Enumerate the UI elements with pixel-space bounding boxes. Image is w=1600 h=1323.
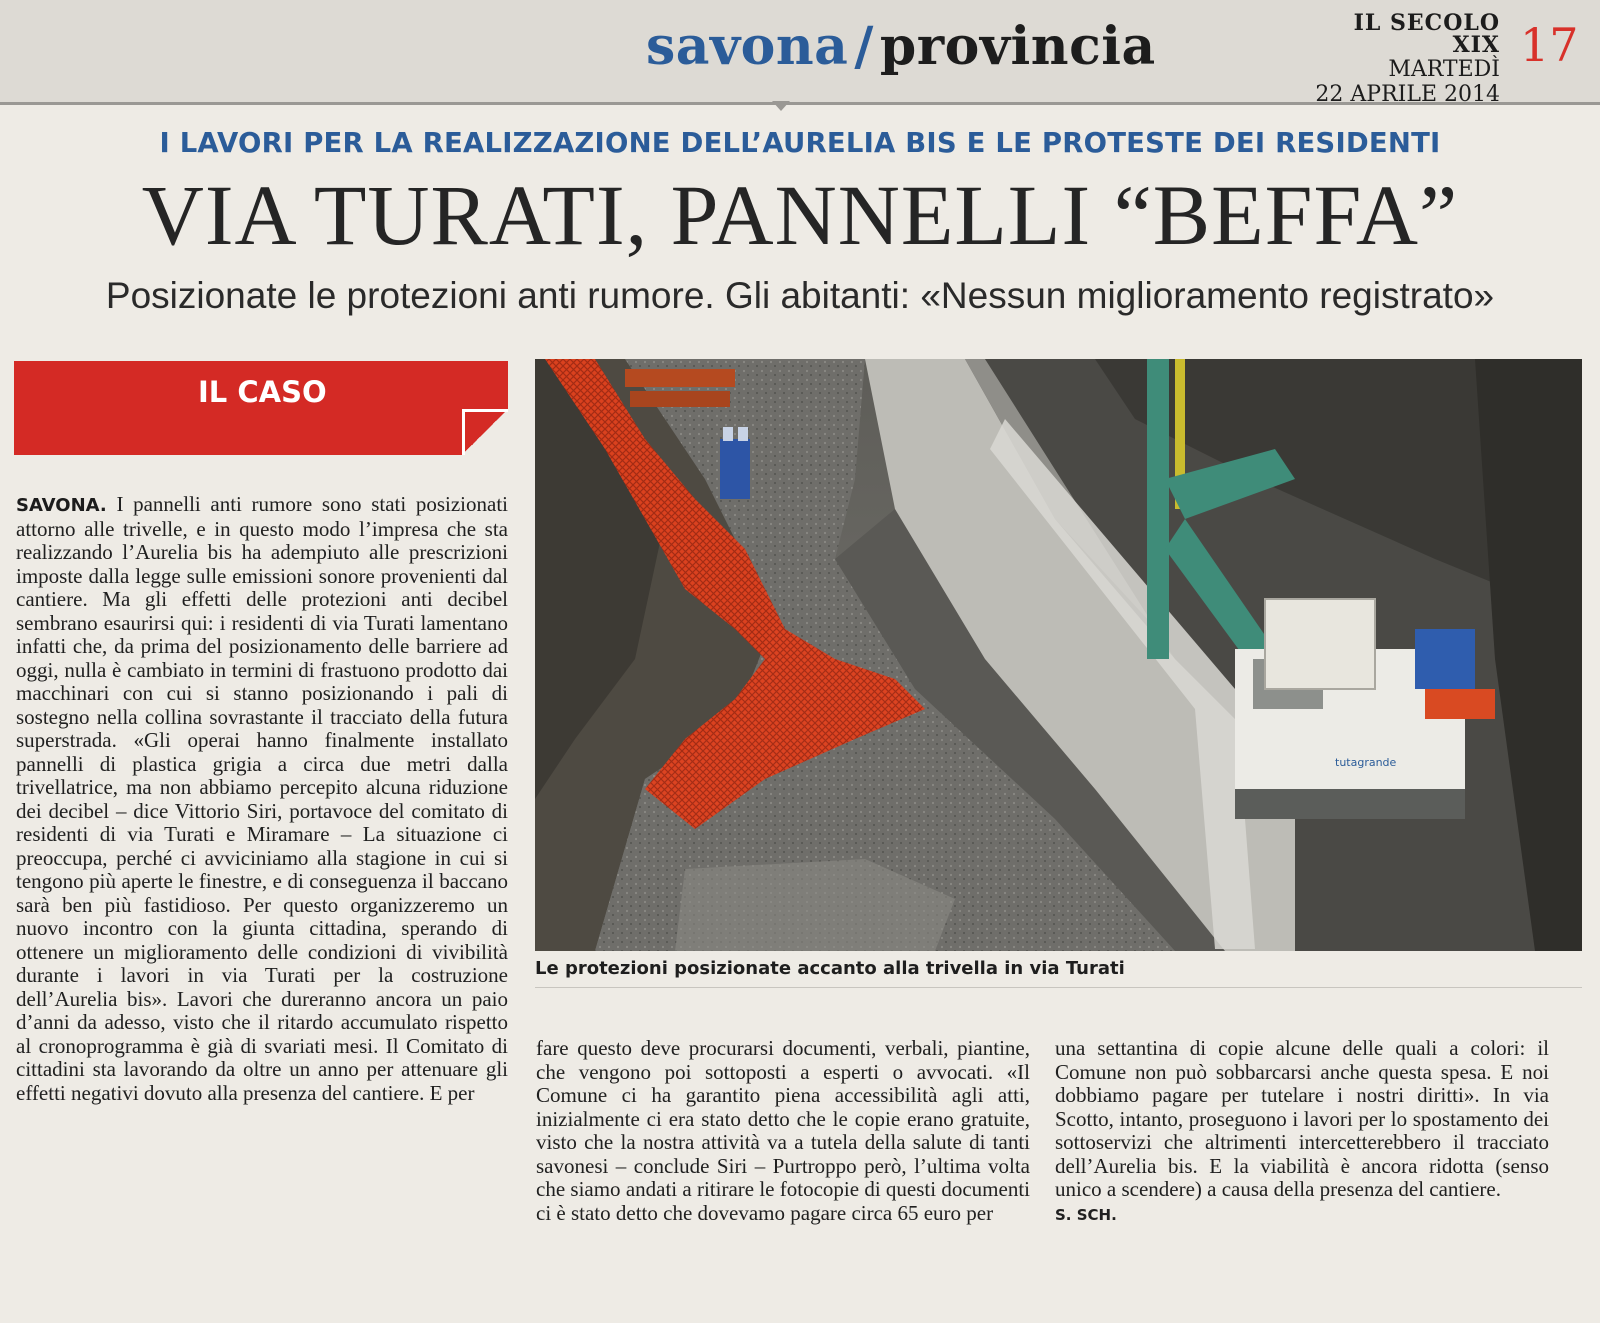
article-subheadline: Posizionate le protezioni anti rumore. Gli abitanti: «Nessun miglioramento registrato»	[105, 275, 1495, 316]
article-column-1	[16, 493, 508, 1105]
masthead	[0, 0, 1600, 105]
page-number: 17	[1520, 18, 1579, 72]
article-photo	[535, 359, 1582, 951]
issue-date: 22 APRILE 2014	[1315, 82, 1500, 107]
newspaper-info	[1310, 12, 1500, 106]
article-kicker: I LAVORI PER LA REALIZZAZIONE DELL’AURELIA BIS E LE PROTESTE DEI RESIDENTI	[159, 127, 1441, 159]
author-signature: S. SCH.	[1055, 1205, 1117, 1224]
photo-caption: Le protezioni posizionate accanto alla trivella in via Turati	[535, 958, 1125, 979]
newspaper-name: IL SECOLO XIX	[1353, 10, 1500, 58]
folded-corner-line	[462, 409, 508, 455]
body-text-col1: I pannelli anti rumore sono stati posizionati attorno alle trivelle, e in questo modo l’impresa che sta realizzando l’Aurelia bis ha adempiuto alle prescrizioni imposte dalla legge sulle emissioni sonore provenienti dal cantiere. Ma gli effetti delle protezioni anti decibel sembrano esaurirsi qui: i residenti di via Turati lamentano infatti che, da prima del posizionamento delle barriere ad oggi, nulla è cambiato in termini di frastuono prodotto dai macchinari con cui si stanno posizionando i pali di sostegno nella collina sovrastante il tracciato della futura superstrada. «Gli operai hanno finalmente installato pannelli di plastica grigia a circa due metri dalla trivellatrice, ma non abbiamo percepito alcuna riduzione dei decibel – dice Vittorio Siri, portavoce del comitato di residenti di via Turati e Miramare – La situazione ci preoccupa, perché ci avviciniamo alla stagione in cui si tengono più aperte le finestre, e di conseguenza il baccano sarà ben più fastidioso. Per questo organizzeremo un nuovo incontro con la giunta cittadina, sperando di ottenere un miglioramento delle condizioni di vivibilità durante i lavori in via Turati per la costruzione dell’Aurelia bis». Lavori che dureranno ancora un paio d’anni da adesso, visto che il ritardo accumulato rispetto al cronoprogramma è già di svariati mesi. Il Comitato di cittadini sta lavorando da oltre un anno per attenuare gli effetti negativi dovuto alla presenza del cantiere. E per	[16, 492, 509, 1105]
section-sub: provincia	[879, 16, 1156, 77]
body-text-col2: fare questo deve procurarsi documenti, verbali, piantine, che vengono poi sottoposti a esperti o avvocati. «Il Comune ci ha garantito piena accessibilità agli atti, inizialmente ci era stato detto che le copie erano gratuite, visto che la nostra attività va a tutela della salute di tanti savonesi – conclude Siri – Purtroppo però, l’ultima volta che siamo andati a ritirare le fotocopie di questi documenti ci è stato detto che dovevamo pagare circa 65 euro per	[536, 1036, 1030, 1225]
article-column-2	[536, 1037, 1030, 1225]
caption-rule	[535, 987, 1582, 988]
article-column-3	[1055, 1037, 1549, 1227]
section-separator: /	[854, 16, 874, 77]
issue-day: MARTEDÌ	[1388, 57, 1500, 82]
masthead-notch	[772, 101, 790, 111]
body-text-col3: una settantina di copie alcune delle quali a colori: il Comune non può sobbarcarsi anche questa spesa. E noi dobbiamo pagare per tutelare i nostri diritti». In via Scotto, intanto, proseguono i lavori per lo spostamento dei sottoservizi che altrimenti intercetterebbero il tracciato dell’Aurelia bis. E la viabilità è ancora ridotta (senso unico a scendere) a causa della presenza del cantiere.	[1055, 1036, 1549, 1201]
vehicle-brand-text: tutagrande	[1335, 756, 1397, 769]
case-tag	[14, 361, 508, 455]
section-title	[646, 16, 1156, 77]
case-tag-label: IL CASO	[198, 375, 327, 409]
dateline: SAVONA.	[16, 495, 107, 516]
article-headline: VIA TURATI, PANNELLI “BEFFA”	[141, 167, 1459, 263]
section-main: savona	[646, 16, 849, 77]
